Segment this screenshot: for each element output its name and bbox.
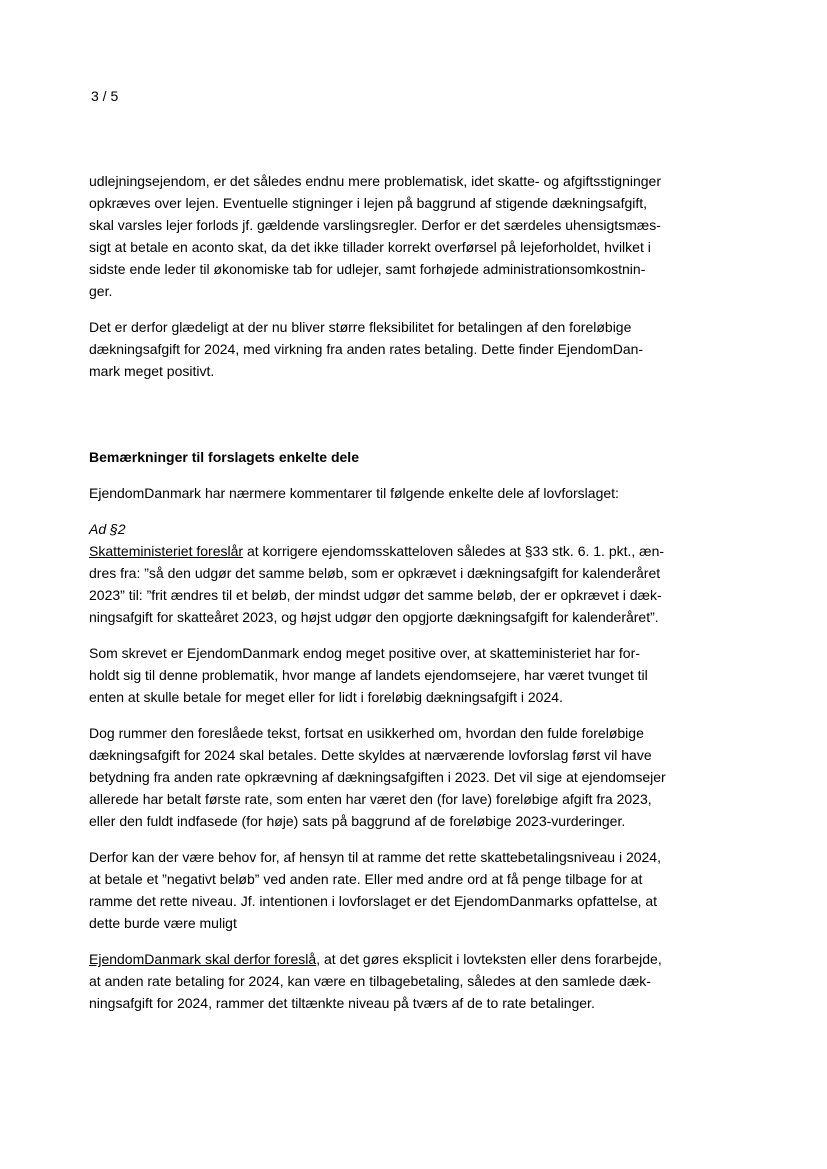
text-line: dette burde være muligt <box>89 915 237 931</box>
text-line: ningsafgift for 2024, rammer det tiltænkte niveau på tværs af de to rate betalinger. <box>89 995 595 1011</box>
text-line: Derfor kan der være behov for, af hensyn til at ramme det rette skattebetalingsniveau i 2024, <box>89 849 661 865</box>
underlined-phrase: Skatteministeriet foreslår <box>89 543 244 559</box>
document-body <box>89 170 679 1028</box>
underlined-phrase: EjendomDanmark skal derfor foreslå <box>89 951 317 967</box>
paragraph-4 <box>89 642 679 708</box>
page-number: 3 / 5 <box>91 88 119 104</box>
text-line: ningsafgift for skatteåret 2023, og højst udgør den opgjorte dækningsafgift for kalenderåret”. <box>89 609 659 625</box>
section-label: Ad §2 <box>89 521 126 537</box>
paragraph-2 <box>89 316 679 382</box>
text-line: allerede har betalt første rate, som enten har været den (for lave) foreløbige afgift fra 2023, <box>89 791 652 807</box>
text-line: sidste ende leder til økonomiske tab for udlejer, samt forhøjede administrationsomkostnin- <box>89 261 646 277</box>
text-line: 2023” til: ”frit ændres til et beløb, der mindst udgør det samme beløb, der er opkrævet i dæk- <box>89 587 662 603</box>
text-line: ger. <box>89 283 113 299</box>
text-line: at anden rate betaling for 2024, kan være en tilbagebetaling, således at den samlede dæk- <box>89 973 651 989</box>
text-line: sigt at betale en aconto skat, da det ikke tillader korrekt overførsel på lejeforholdet, hvilket i <box>89 239 651 255</box>
text-line: at korrigere ejendomsskatteloven således at §33 stk. 6. 1. pkt., æn- <box>243 543 665 559</box>
paragraph-5 <box>89 722 679 832</box>
text-line: dres fra: ”så den udgør det samme beløb, som er opkrævet i dækningsafgift for kalenderåret <box>89 565 661 581</box>
text-line: at betale et ”negativt beløb” ved anden rate. Eller med andre ord at få penge tilbage for at <box>89 871 643 887</box>
text-line: holdt sig til denne problematik, hvor mange af landets ejendomsejere, har været tvunget til <box>89 667 648 683</box>
text-line: Som skrevet er EjendomDanmark endog meget positive over, at skatteministeriet har for- <box>89 645 640 661</box>
paragraph-1 <box>89 170 679 302</box>
text-line: , at det gøres eksplicit i lovteksten eller dens forarbejde, <box>316 951 662 967</box>
text-line: skal varsles lejer forlods jf. gældende varslingsregler. Derfor er det særdeles uhensigtsmæs- <box>89 217 661 233</box>
text-line: betydning fra anden rate opkrævning af dækningsafgiften i 2023. Det vil sige at ejendomsejer <box>89 769 666 785</box>
text-line: Dog rummer den foreslåede tekst, fortsat en usikkerhed om, hvordan den fulde foreløbige <box>89 725 644 741</box>
text-line: enten at skulle betale for meget eller for lidt i foreløbig dækningsafgift i 2024. <box>89 689 563 705</box>
text-line: dækningsafgift for 2024 skal betales. Dette skyldes at nærværende lovforslag først vil have <box>89 747 652 763</box>
paragraph-6 <box>89 846 679 934</box>
text-line: Det er derfor glædeligt at der nu bliver større fleksibilitet for betalingen af den foreløbige <box>89 319 632 335</box>
text-line: dækningsafgift for 2024, med virkning fra anden rates betaling. Dette finder EjendomDan- <box>89 341 644 357</box>
text-line: opkræves over lejen. Eventuelle stigninger i lejen på baggrund af stigende dækningsafgift, <box>89 195 648 211</box>
paragraph-3 <box>89 540 679 628</box>
text-line: eller den fuldt indfasede (for høje) sats på baggrund af de foreløbige 2023-vurderinger. <box>89 813 626 829</box>
intro-paragraph: EjendomDanmark har nærmere kommentarer til følgende enkelte dele af lovforslaget: <box>89 485 619 501</box>
text-line: mark meget positivt. <box>89 363 215 379</box>
text-line: udlejningsejendom, er det således endnu mere problematisk, idet skatte- og afgiftsstigninger <box>89 173 661 189</box>
text-line: ramme det rette niveau. Jf. intentionen i lovforslaget er det EjendomDanmarks opfattelse, at <box>89 893 658 909</box>
section-heading: Bemærkninger til forslagets enkelte dele <box>89 449 359 465</box>
paragraph-7 <box>89 948 679 1014</box>
section-spacer <box>89 396 679 446</box>
